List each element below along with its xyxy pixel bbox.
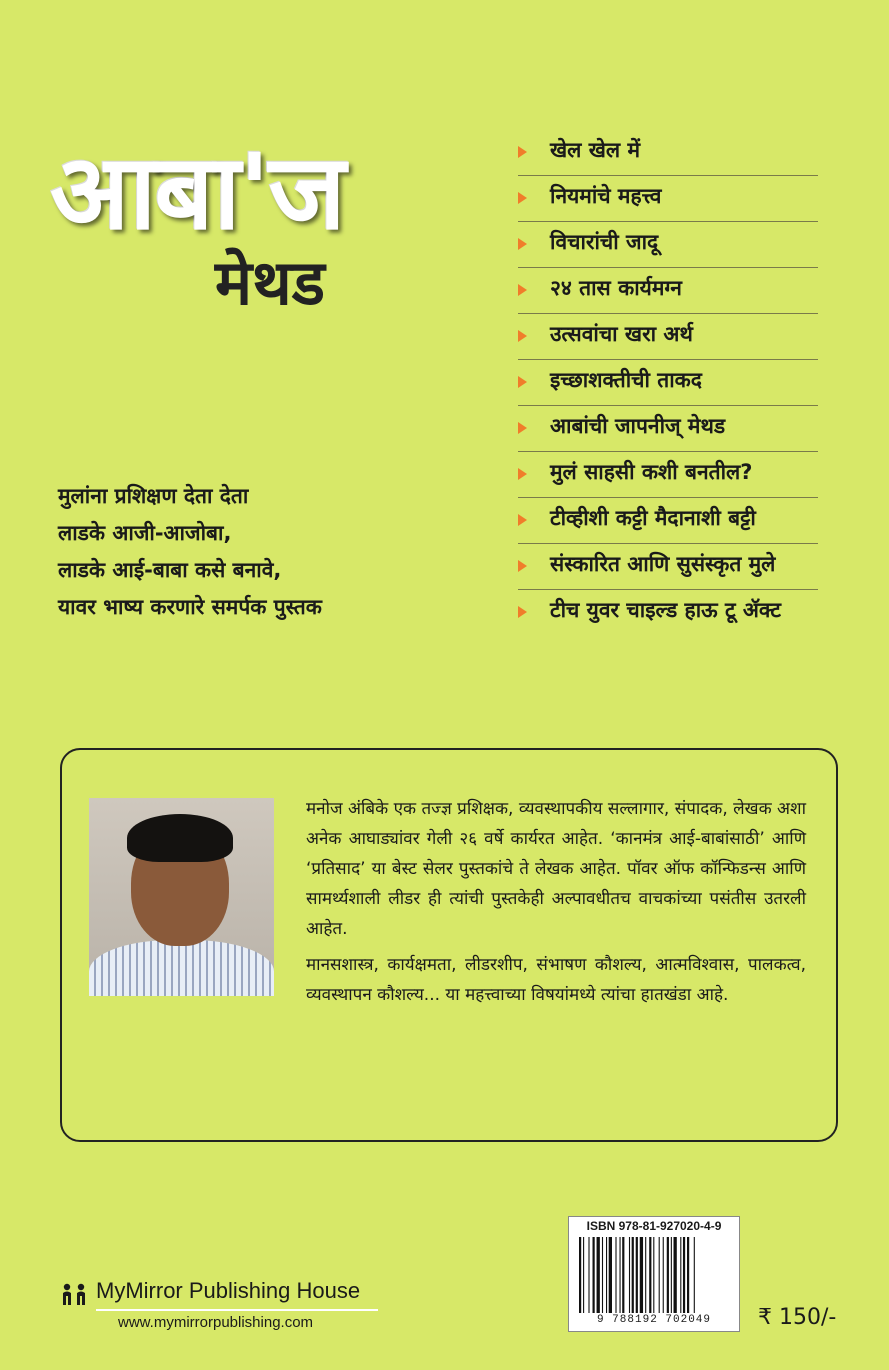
barcode-bar	[687, 1237, 689, 1313]
toc-item	[518, 314, 818, 360]
barcode-bar	[649, 1237, 651, 1313]
barcode-bar	[632, 1237, 634, 1313]
barcode-bar	[683, 1237, 685, 1313]
barcode-bar	[653, 1237, 654, 1313]
toc-item	[518, 222, 818, 268]
tagline-line: लाडके आजी-आजोबा,	[58, 521, 232, 545]
author-box	[60, 748, 838, 1142]
publisher-rule	[96, 1309, 378, 1311]
toc-item-label: इच्छाशक्तीची ताकद	[550, 368, 702, 392]
arrow-bullet-icon	[518, 514, 527, 526]
toc-item-label: टीच युवर चाइल्ड हाऊ टू ॲक्ट	[550, 598, 781, 622]
barcode-bar	[645, 1237, 646, 1313]
toc-item-label: टीव्हीशी कट्टी मैदानाशी बट्टी	[550, 506, 756, 530]
barcode-bar	[606, 1237, 607, 1313]
barcode-bar	[579, 1237, 581, 1313]
arrow-bullet-icon	[518, 238, 527, 250]
toc-item-label: नियमांचे महत्त्व	[550, 184, 662, 208]
toc-item-label: संस्कारित आणि सुसंस्कृत मुले	[550, 552, 776, 576]
barcode-bar	[659, 1237, 660, 1313]
barcode-digits: 9 788192 702049	[596, 1314, 712, 1326]
toc-item	[518, 452, 818, 498]
barcode-bar	[615, 1237, 616, 1313]
photo-hair	[127, 814, 233, 862]
toc-item	[518, 268, 818, 314]
author-bio	[306, 794, 806, 1016]
toc-item	[518, 406, 818, 452]
publisher-name: MyMirror Publishing House	[96, 1278, 361, 1303]
arrow-bullet-icon	[518, 560, 527, 572]
toc-item-label: आबांची जापनीज् मेथड	[550, 414, 726, 438]
barcode-bar	[671, 1237, 672, 1313]
toc-item	[518, 176, 818, 222]
tagline-line: यावर भाष्य करणारे समर्पक पुस्तक	[58, 595, 322, 619]
toc-item-label: खेल खेल में	[550, 138, 641, 162]
barcode-bar	[593, 1237, 595, 1313]
barcode-bar	[674, 1237, 677, 1313]
bio-paragraph-2: मानसशास्त्र, कार्यक्षमता, लीडरशीप, संभाषण कौशल्य, आत्मविश्वास, पालकत्व, व्यवस्थापन कौशल्य... या महत्त्वाच्या विषयांमध्ये त्यांचा हातखंडा आहे.	[306, 955, 806, 1005]
toc-item	[518, 130, 818, 176]
barcode-bar	[663, 1237, 664, 1313]
barcode-bar	[583, 1237, 584, 1313]
arrow-bullet-icon	[518, 146, 527, 158]
barcode-bar	[640, 1237, 643, 1313]
arrow-bullet-icon	[518, 376, 527, 388]
tagline-line: मुलांना प्रशिक्षण देता देता	[58, 484, 249, 508]
tagline	[58, 478, 458, 626]
publisher-logo-icon	[60, 1282, 90, 1306]
arrow-bullet-icon	[518, 606, 527, 618]
isbn-label: ISBN 978-81-927020-4-9	[586, 1219, 722, 1233]
toc-item	[518, 544, 818, 590]
barcode-bar	[588, 1237, 589, 1313]
barcode-bar	[667, 1237, 669, 1313]
bio-paragraph-1: मनोज अंबिके एक तज्ज्ञ प्रशिक्षक, व्यवस्थापकीय सल्लागार, संपादक, लेखक अशा अनेक आघाड्यांवर गेली २६ वर्षे कार्यरत आहेत. ‘कानमंत्र आई-बाबांसाठी’ आणि ‘प्रतिसाद’ या बेस्ट सेलर पुस्तकांचे ते लेखक आहेत. पॉवर ऑफ कॉन्फिडन्स आणि सामर्थ्यशाली लीडर ही त्यांची पुस्तकेही अल्पावधीतच वाचकांच्या पसंतीस उतरली आहेत.	[306, 799, 806, 939]
arrow-bullet-icon	[518, 284, 527, 296]
table-of-contents	[518, 130, 818, 635]
arrow-bullet-icon	[518, 468, 527, 480]
author-photo	[89, 798, 274, 996]
barcode-bar	[694, 1237, 695, 1313]
toc-item	[518, 360, 818, 406]
arrow-bullet-icon	[518, 192, 527, 204]
arrow-bullet-icon	[518, 330, 527, 342]
toc-item	[518, 498, 818, 544]
price: ₹ 150/-	[758, 1305, 837, 1330]
tagline-line: लाडके आई-बाबा कसे बनावे,	[58, 558, 282, 582]
barcode-bar	[629, 1237, 630, 1313]
barcode	[568, 1216, 740, 1332]
barcode-bar	[597, 1237, 600, 1313]
barcode-bar	[680, 1237, 681, 1313]
book-title	[50, 131, 430, 330]
toc-item-label: विचारांची जादू	[550, 230, 659, 254]
title-sub: मेथड	[215, 246, 325, 319]
barcode-bar	[602, 1237, 603, 1313]
arrow-bullet-icon	[518, 422, 527, 434]
toc-item-label: २४ तास कार्यमग्न	[550, 276, 682, 300]
toc-item-label: उत्सवांचा खरा अर्थ	[550, 322, 693, 346]
barcode-bar	[620, 1237, 621, 1313]
barcode-bar	[636, 1237, 638, 1313]
publisher-url: www.mymirrorpublishing.com	[118, 1314, 314, 1331]
toc-item-label: मुलं साहसी कशी बनतील?	[550, 460, 753, 484]
photo-shirt	[89, 940, 274, 996]
barcode-bar	[609, 1237, 612, 1313]
barcode-bars	[577, 1237, 731, 1313]
barcode-bar	[622, 1237, 624, 1313]
title-main: आबा'ज	[50, 131, 344, 253]
toc-item	[518, 590, 818, 635]
